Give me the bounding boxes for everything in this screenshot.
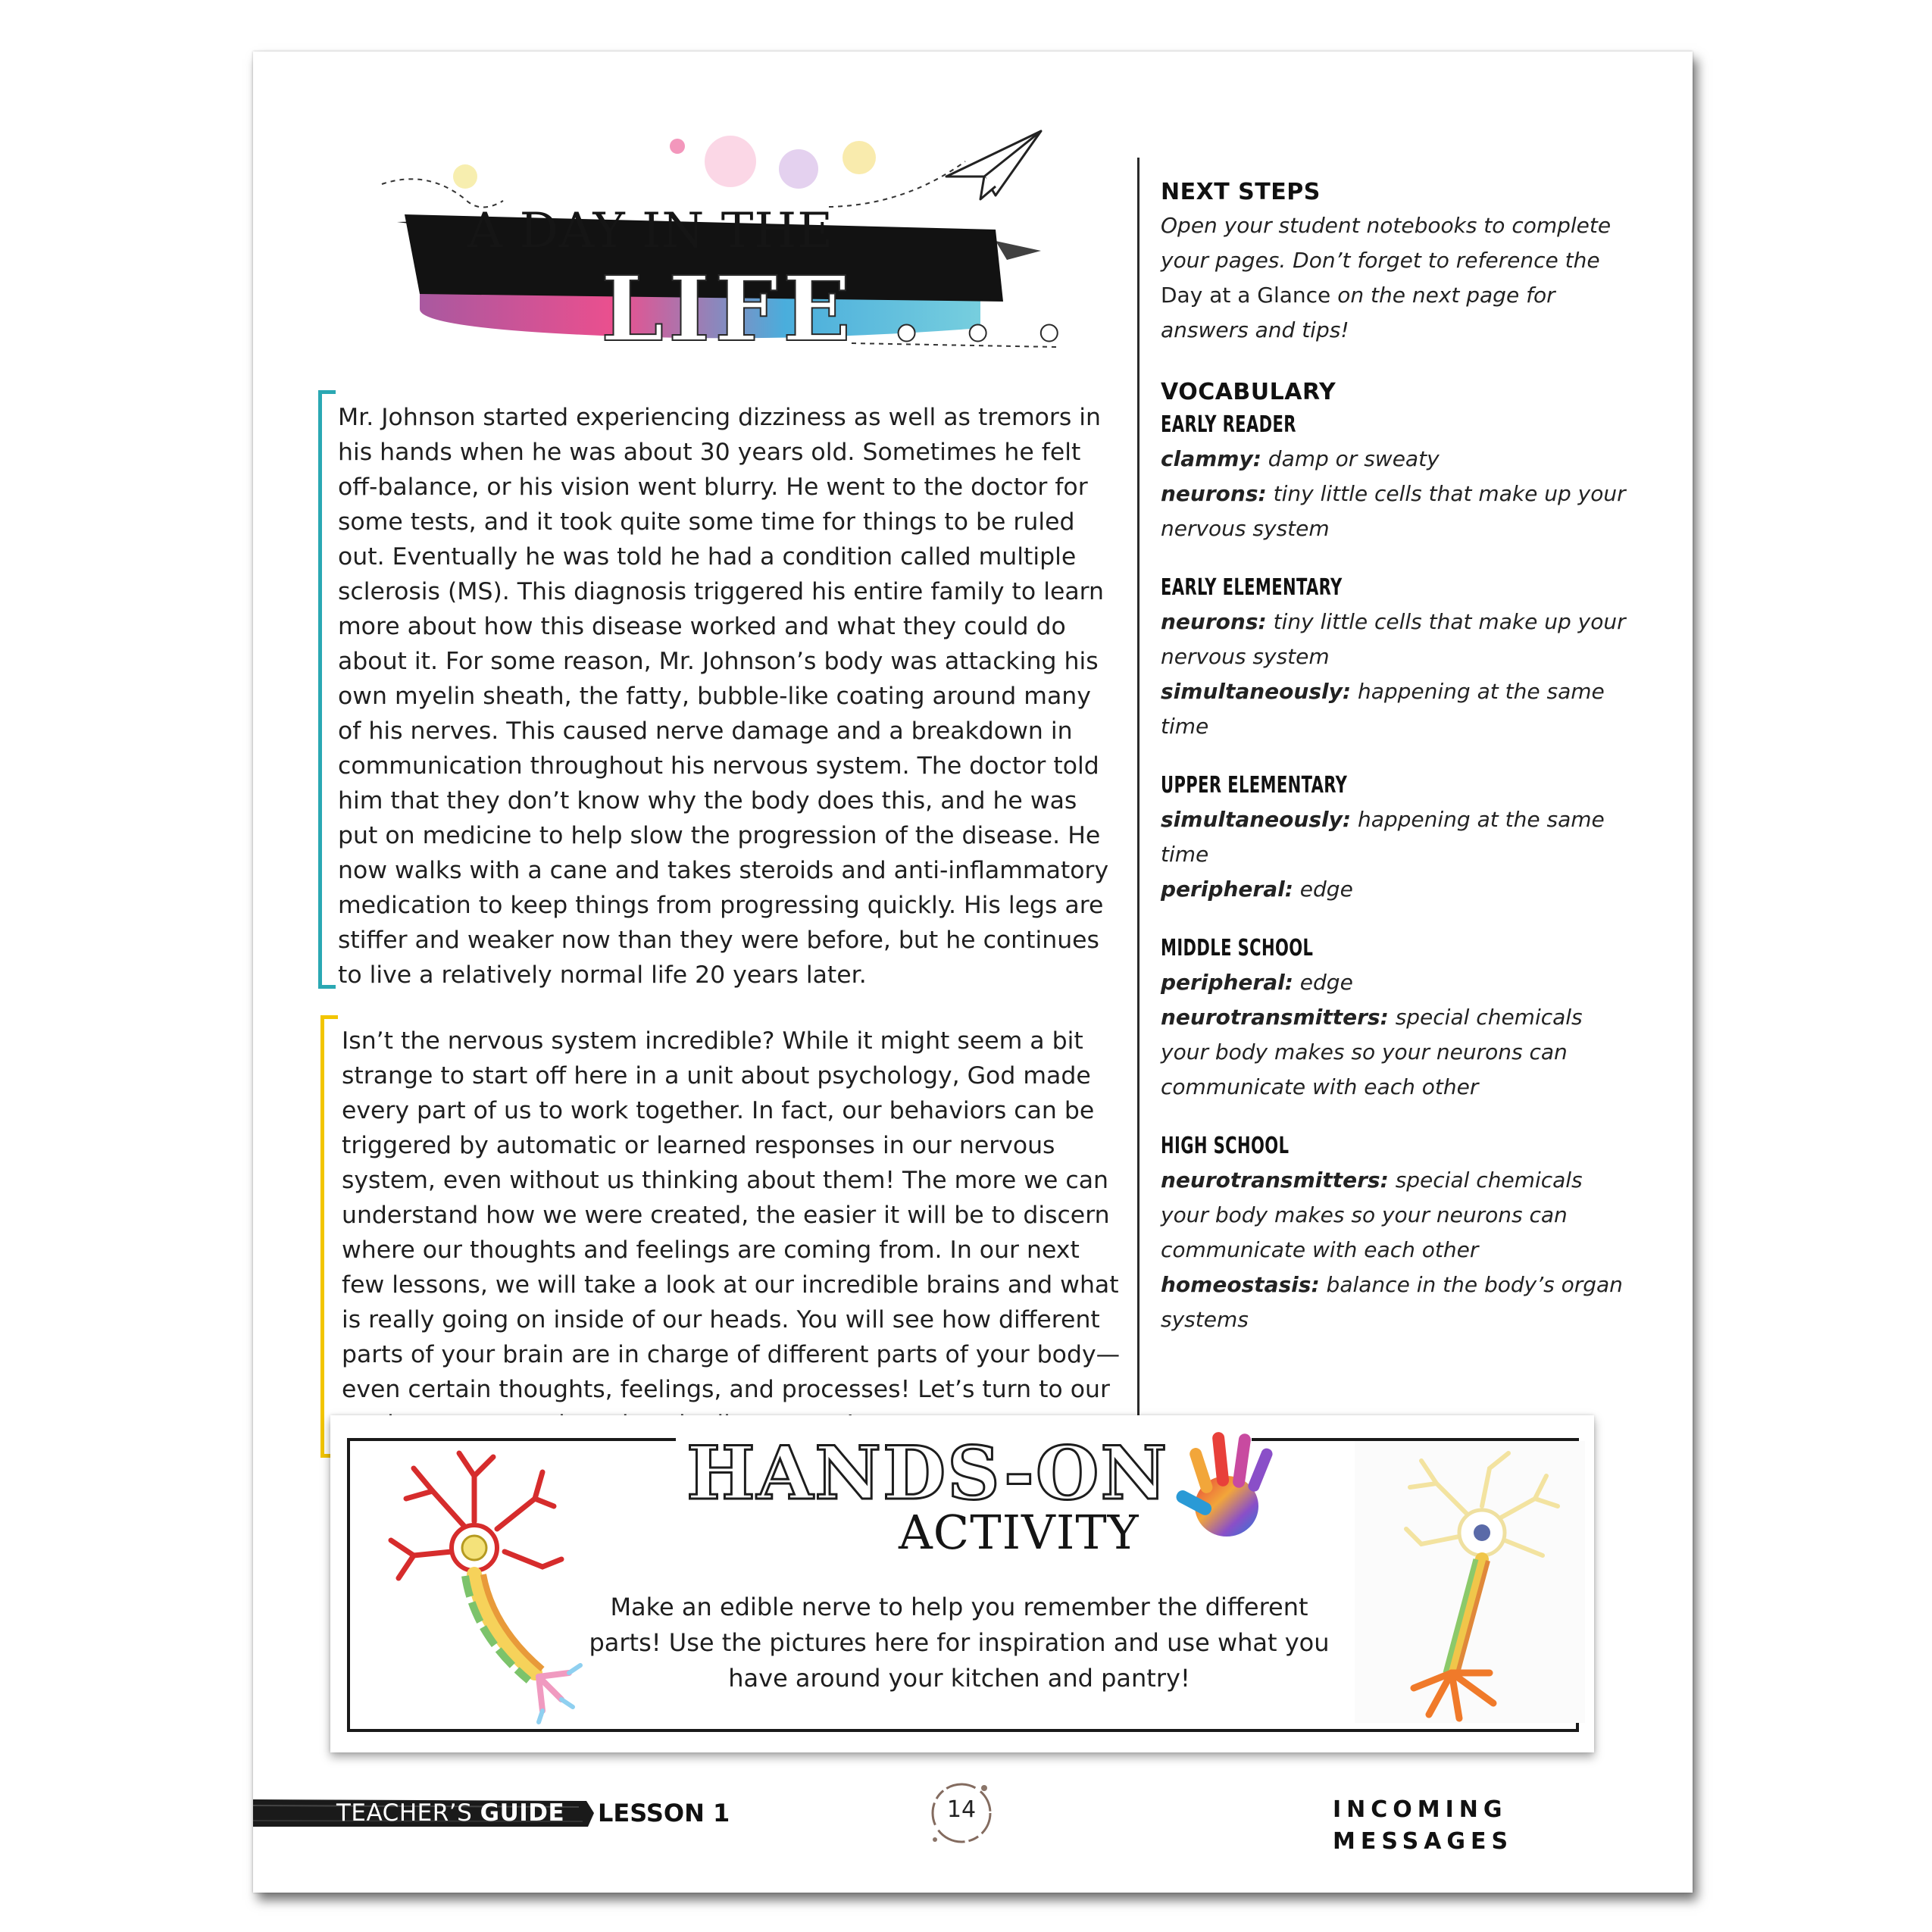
vocab-definition: happening at the same time (1161, 679, 1605, 739)
story-paragraph-1: Mr. Johnson started experiencing dizziness as well as tremors in his hands when he was about 30 years old. Sometimes he felt off-balance, or his vision went blurry. He went to the doctor for some tests, and it took quite some time for things to be ruled out. Eventually he was told he had a condition called multiple sclerosis (MS). This diagnosis triggered his entire family to learn more about how this disease worked and what they could do about it. For some reason, Mr. Johnson’s body was attacking his own myelin sheath, the fatty, bubble-like coating around many of his nerves. This caused nerve damage and a breakdown in communication throughout his nervous system. The doctor told him that they don’t know why the body does this, and he was put on medicine to help slow the progression of the disease. He now walks with a cane and takes steroids and anti-inflammatory medication to keep things from progressing quickly. His legs are stiffer and weaker now than they were before, but he continues to live a relatively normal life 20 years later. (338, 404, 1109, 989)
footer-book-title: INCOMING MESSAGES (1333, 1796, 1514, 1855)
footer-lesson: LESSON 1 (598, 1799, 730, 1827)
next-steps-text-c: on the next page for answers and tips! (1161, 283, 1555, 342)
neuron-illustration (361, 1446, 603, 1726)
lesson-page (253, 52, 1693, 1893)
day-at-a-glance-reference: Day at a Glance (1161, 283, 1331, 308)
next-steps-heading: NEXT STEPS (1161, 179, 1321, 205)
story-bracket-teal (318, 390, 336, 989)
neuron-illustration (1338, 1446, 1580, 1726)
vocab-definition: happening at the same time (1161, 807, 1605, 867)
vocab-term: simultaneously: (1161, 679, 1352, 704)
vocab-definition: damp or sweaty (1261, 446, 1440, 471)
activity-instructions: Make an edible nerve to help you remember the different parts! Use the pictures here for inspiration and use what you have around your kitchen and pantry! (589, 1593, 1330, 1693)
vocab-term: clammy: (1161, 446, 1261, 471)
vocab-list-early-reader (1161, 442, 1630, 546)
vocab-term: neurons: (1161, 481, 1267, 506)
vocab-item (1161, 872, 1630, 907)
vocab-item (1161, 1163, 1630, 1268)
next-steps-text (1161, 208, 1630, 348)
level-title: EARLY READER (1161, 411, 1296, 438)
vocab-list-middle-school (1161, 965, 1630, 1105)
vocab-definition: tiny little cells that make up your nervous system (1161, 481, 1626, 541)
vocab-item (1161, 674, 1630, 744)
paint-hand-icon (1168, 1417, 1293, 1553)
column-divider (1137, 158, 1140, 1427)
vocab-term: homeostasis: (1161, 1272, 1320, 1297)
activity-subtitle: ACTIVITY (899, 1505, 1140, 1560)
vocab-item (1161, 1000, 1630, 1105)
level-title: UPPER ELEMENTARY (1161, 772, 1348, 799)
vocab-list-upper-elementary (1161, 802, 1630, 907)
footer-teachers-guide (336, 1797, 564, 1829)
level-title: MIDDLE SCHOOL (1161, 935, 1314, 961)
level-title: HIGH SCHOOL (1161, 1133, 1290, 1159)
level-title: EARLY ELEMENTARY (1161, 574, 1343, 601)
vocab-term: peripheral: (1161, 877, 1293, 902)
next-steps-text-a: Open your student notebooks to complete your pages. Don’t forget to reference the (1161, 213, 1612, 273)
footer-guide-bold: GUIDE (480, 1799, 565, 1827)
activity-title: HANDS-ON (686, 1430, 1169, 1516)
sidebar (1161, 177, 1630, 1362)
story-paragraph-2: Isn’t the nervous system incredible? While it might seem a bit strange to start off here in a unit about psychology, God made every part of us to work together. In fact, our behaviors can be triggered by automatic or learned responses in our nervous system, even without us thinking about them! The more we can understand how we were created, the easier it will be to discern where our thoughts and feelings are coming from. In our next few lessons, we will take a look at our incredible brains and what is really going on inside of our heads. You will see how different parts of your brain are in charge of different parts of your body—even certain thoughts, feelings, and processes! Let’s turn to our (342, 1027, 1121, 1403)
vocab-item (1161, 802, 1630, 872)
vocab-definition: tiny little cells that make up your nervous system (1161, 609, 1626, 669)
vocab-item (1161, 442, 1630, 477)
vocab-item (1161, 477, 1630, 546)
vocab-term: neurotransmitters: (1161, 1168, 1389, 1193)
vocab-definition: special chemicals your body makes so your neurons can communicate with each other (1161, 1168, 1583, 1262)
vocab-definition: special chemicals your body makes so your neurons can communicate with each other (1161, 1005, 1583, 1099)
vocab-item (1161, 605, 1630, 674)
vocab-item (1161, 1268, 1630, 1337)
vocab-term: neurotransmitters: (1161, 1005, 1389, 1030)
page-number: 14 (946, 1796, 977, 1823)
story-bracket-gold (320, 1015, 338, 1458)
vocab-definition: balance in the body’s organ systems (1161, 1272, 1623, 1332)
title-line-2: LIFE . . . (601, 256, 1070, 361)
footer-guide-light: TEACHER’S (336, 1799, 480, 1827)
vocab-term: peripheral: (1161, 970, 1293, 995)
vocab-item (1161, 965, 1630, 1000)
vocab-term: neurons: (1161, 609, 1267, 634)
vocab-definition: edge (1293, 970, 1353, 995)
vocabulary-heading: VOCABULARY (1161, 379, 1336, 405)
vocab-term: simultaneously: (1161, 807, 1352, 832)
vocab-definition: edge (1293, 877, 1353, 902)
vocab-list-high-school (1161, 1163, 1630, 1337)
vocab-list-early-elementary (1161, 605, 1630, 744)
hands-on-activity-card (330, 1415, 1594, 1752)
paper-plane-icon (943, 127, 1049, 211)
title-line-1: A DAY IN THE (467, 203, 833, 259)
